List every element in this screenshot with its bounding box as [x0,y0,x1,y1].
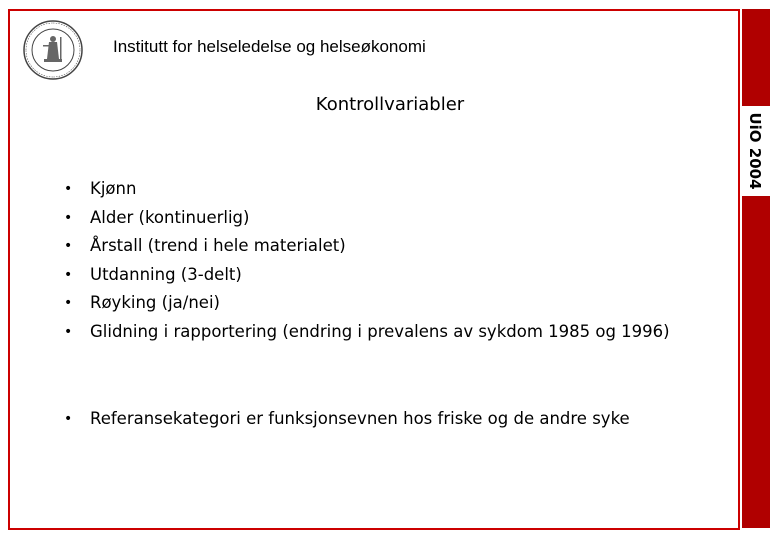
bullet-icon: • [64,209,73,226]
list-item [64,177,670,206]
bullet-icon: • [64,323,73,340]
list-item-text: Glidning i rapportering (endring i prevalens av sykdom 1985 og 1996) [90,321,670,341]
bullet-icon: • [64,238,73,254]
university-seal-icon [22,19,84,81]
list-item-text: Røyking (ja/nei) [90,293,220,312]
side-bar-fill [742,9,770,528]
list-item-text: Årstall (trend i hele materialet) [90,236,346,255]
reference-note [64,407,630,431]
list-item-text: Kjønn [90,179,137,198]
list-item [64,320,670,349]
side-bar [738,9,770,530]
list-item [64,206,670,235]
list-item [64,234,670,263]
list-item-text: Alder (kontinuerlig) [90,207,250,227]
list-item [64,263,670,292]
bullet-icon: • [64,266,73,283]
list-item-text: Utdanning (3-delt) [90,264,242,284]
bullet-icon: • [64,411,73,427]
side-label-text: UiO 2004 [746,112,764,190]
reference-note-text: Referansekategori er funksjonsevnen hos friske og de andre syke [90,409,630,428]
bullet-icon: • [64,181,73,197]
list-item [64,291,670,320]
slide-title: Kontrollvariabler [315,94,465,115]
side-label [740,106,770,196]
bullet-icon: • [64,295,73,311]
bullet-list [64,177,670,348]
institute-name: Institutt for helseledelse og helseøkonomi [113,37,426,56]
